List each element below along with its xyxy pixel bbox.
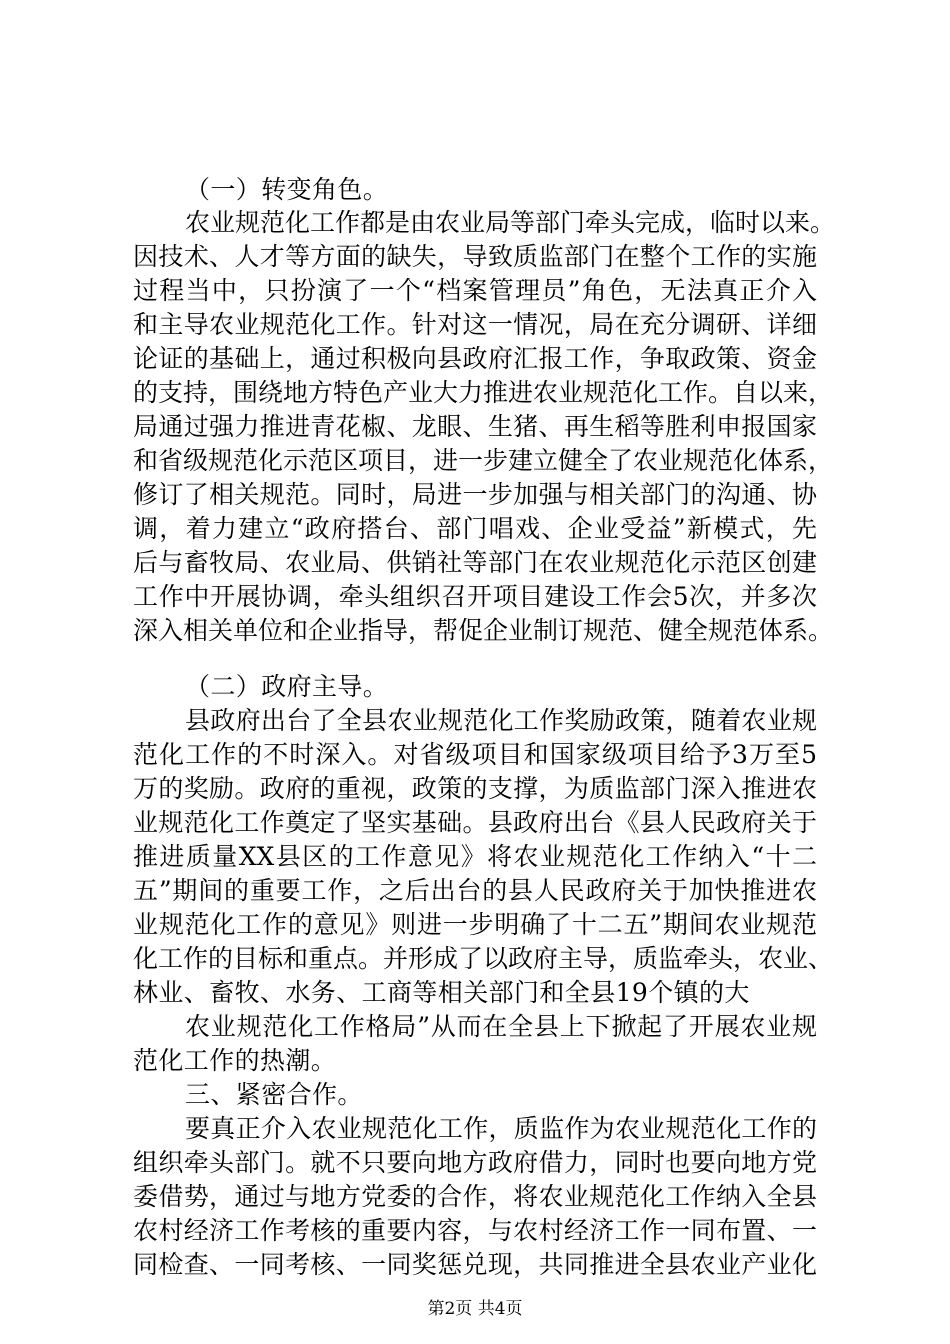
paragraph-line: 农业规范化工作都是由农业局等部门牵头完成，临时以来。: [185, 208, 836, 237]
paragraph-line: 要真正介入农业规范化工作，质监作为农业规范化工作的: [185, 1114, 817, 1143]
paragraph-line: 修订了相关规范。同时，局进一步加强与相关部门的沟通、协: [133, 480, 817, 509]
paragraph-line: 工作中开展协调，牵头组织召开项目建设工作会5次，并多次: [133, 582, 817, 611]
paragraph-line: 县政府出台了全县农业规范化工作奖励政策，随着农业规: [185, 706, 817, 735]
paragraph-line: 五”期间的重要工作，之后出台的县人民政府关于加快推进农: [133, 876, 817, 905]
paragraph-line: 过程当中，只扮演了一个“档案管理员”角色，无法真正介入: [133, 276, 817, 305]
paragraph-line: 局通过强力推进青花椒、龙眼、生猪、再生稻等胜利申报国家: [133, 412, 817, 441]
paragraph-line: 农村经济工作考核的重要内容，与农村经济工作一同布置、一: [133, 1216, 817, 1245]
paragraph-line: 同检查、一同考核、一同奖惩兑现，共同推进全县农业产业化: [133, 1250, 817, 1279]
paragraph-line: 论证的基础上，通过积极向县政府汇报工作，争取政策、资金: [133, 344, 817, 373]
paragraph-line: 委借势，通过与地方党委的合作，将农业规范化工作纳入全县: [133, 1182, 817, 1211]
paragraph-line: 林业、畜牧、水务、工商等相关部门和全县19个镇的大: [133, 978, 750, 1007]
paragraph-line: 调，着力建立“政府搭台、部门唱戏、企业受益”新模式，先: [133, 514, 817, 543]
paragraph-line: 业规范化工作奠定了坚实基础。县政府出台《县人民政府关于: [133, 808, 817, 837]
paragraph-line: 范化工作的热潮。: [133, 1046, 337, 1075]
paragraph-line: 和主导农业规范化工作。针对这一情况，局在充分调研、详细: [133, 310, 817, 339]
paragraph-line: 业规范化工作的意见》则进一步明确了十二五”期间农业规范: [133, 910, 817, 939]
paragraph-line: 因技术、人才等方面的缺失，导致质监部门在整个工作的实施: [133, 242, 817, 271]
page-footer: 第2页 共4页: [427, 1299, 523, 1319]
paragraph-line: 深入相关单位和企业指导，帮促企业制订规范、健全规范体系。: [133, 616, 834, 645]
paragraph-line: 组织牵头部门。就不只要向地方政府借力，同时也要向地方党: [133, 1148, 817, 1177]
paragraph-line: 农业规范化工作格局”从而在全县上下掀起了开展农业规: [185, 1012, 817, 1041]
paragraph-line: 推进质量XX县区的工作意见》将农业规范化工作纳入“十二: [133, 842, 817, 871]
paragraph-line: 万的奖励。政府的重视，政策的支撑，为质监部门深入推进农: [133, 774, 817, 803]
section-heading: （一）转变角色。: [185, 175, 389, 204]
section-heading: 三、紧密合作。: [185, 1080, 363, 1109]
paragraph-line: 后与畜牧局、农业局、供销社等部门在农业规范化示范区创建: [133, 548, 817, 577]
section-heading: （二）政府主导。: [185, 672, 389, 701]
paragraph-line: 化工作的目标和重点。并形成了以政府主导，质监牵头，农业、: [133, 944, 834, 973]
paragraph-line: 的支持，围绕地方特色产业大力推进农业规范化工作。自以来，: [133, 378, 834, 407]
paragraph-line: 和省级规范化示范区项目，进一步建立健全了农业规范化体系，: [133, 446, 834, 475]
paragraph-line: 范化工作的不时深入。对省级项目和国家级项目给予3万至5: [133, 740, 817, 769]
